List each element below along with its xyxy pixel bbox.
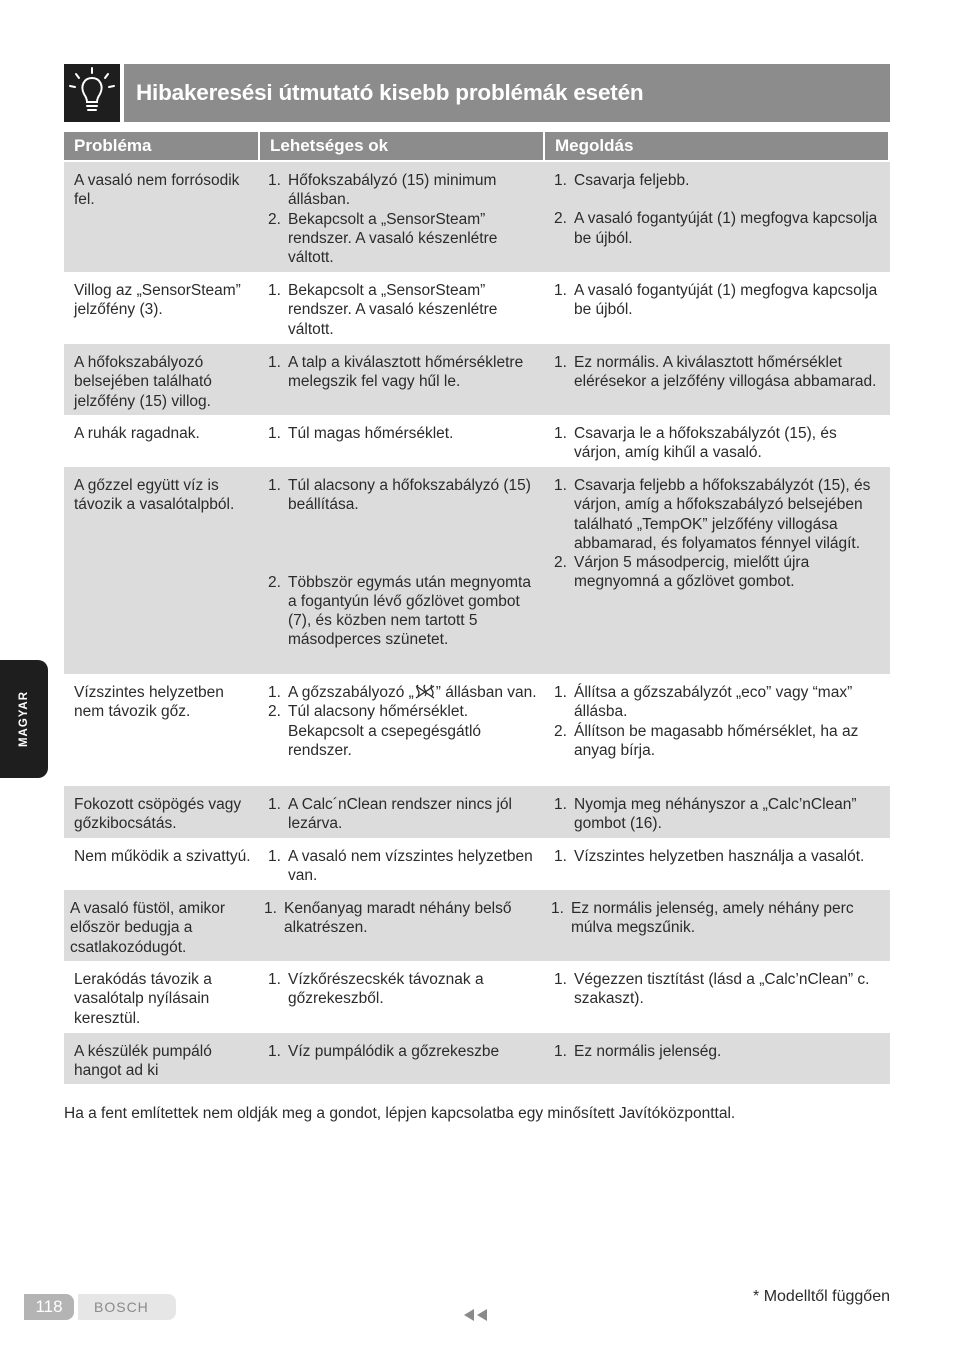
problem-cell: Vízszintes helyzetben nem távozik gőz. xyxy=(74,684,224,721)
solution-cell: 1. Ez normális. A kiválasztott hőmérséklet elérésekor a jelzőfény villogása abbamarad. xyxy=(554,354,877,391)
problem-cell: A vasaló füstöl, amikor először bedugja a csatlakozódugót. xyxy=(70,900,226,956)
cause-cell: 1. Túl magas hőmérséklet. xyxy=(268,425,454,442)
table-row xyxy=(64,162,890,272)
cause-cell: 1. Vízkőrészecskék távoznak a gőzrekeszből. xyxy=(268,971,484,1008)
column-header-problem: Probléma xyxy=(64,132,258,160)
problem-cell: A gőzzel együtt víz is távozik a vasalótalpból. xyxy=(74,477,235,514)
page-number: 118 xyxy=(24,1294,74,1320)
solution-cell: 1. Csavarja feljebb a hőfokszabályzót (15), és várjon, amíg a hőfokszabályzó belsejében található „TempOK” jelzőfény villogása abbamarad, és folyamatos fénnyel világít. 2. Várjon 5 másodpercig, mielőtt újra megnyomná a gőzlövet gombot. xyxy=(554,477,871,591)
cause-cell: 1. Víz pumpálódik a gőzrekeszbe xyxy=(268,1043,500,1060)
solution-cell: 1. Ez normális jelenség. xyxy=(554,1043,722,1060)
solution-cell: 1. A vasaló fogantyúját (1) megfogva kapcsolja be újból. xyxy=(554,282,878,319)
solution-cell: 1. Vízszintes helyzetben használja a vasalót. xyxy=(554,848,865,865)
table-row xyxy=(64,890,890,961)
solution-cell: 1. Nyomja meg néhányszor a „Calc’nClean” gombot (16). xyxy=(554,796,857,833)
cause-cell: 1. A vasaló nem vízszintes helyzetben van. xyxy=(268,848,533,885)
solution-cell: 1. Csavarja feljebb. 2. A vasaló fogantyúját (1) megfogva kapcsolja be újból. xyxy=(554,172,878,247)
column-header-cause: Lehetséges ok xyxy=(260,132,543,160)
problem-cell: Villog az „SensorSteam” jelzőfény (3). xyxy=(74,282,241,319)
problem-cell: Nem működik a szivattyú. xyxy=(74,848,251,865)
table-row xyxy=(64,344,890,415)
cause-cell: 1. A talp a kiválasztott hőmérsékletre melegszik fel vagy hűl le. xyxy=(268,354,524,391)
cause-cell: 1. A gőzszabályozó „ ” állásban van. 2. Túl alacsony hőmérséklet. Bekapcsolt a csepegésgátló rendszer. xyxy=(268,684,537,759)
cause-cell: 1. Kenőanyag maradt néhány belső alkatrészen. xyxy=(264,900,512,937)
problem-cell: A készülék pumpáló hangot ad ki xyxy=(74,1043,212,1080)
cause-cell: 1. A Calc´nClean rendszer nincs jól lezárva. xyxy=(268,796,512,833)
previous-page-icon[interactable] xyxy=(462,1308,490,1327)
solution-cell: 1. Csavarja le a hőfokszabályzót (15), és várjon, amíg kihűl a vasaló. xyxy=(554,425,837,462)
cause-cell: 1. Túl alacsony a hőfokszabályzó (15) beállítása. 2. Többször egymás után megnyomta a fogantyún lévő gőzlövet gombot (7), és közben nem tartott 5 másodperces szünetet. xyxy=(268,477,531,649)
problem-cell: A ruhák ragadnak. xyxy=(74,425,200,442)
table-row xyxy=(64,415,890,467)
problem-cell: Lerakódás távozik a vasalótalp nyílásain keresztül. xyxy=(74,971,212,1027)
lightbulb-icon xyxy=(64,64,120,122)
problem-cell: A vasaló nem forrósodik fel. xyxy=(74,172,240,209)
page-title: Hibakeresési útmutató kisebb problémák esetén xyxy=(136,80,644,105)
cause-cell: 1. Hőfokszabályzó (15) minimum állásban. 2. Bekapcsolt a „SensorSteam” rendszer. A vasaló készenlétre váltott. xyxy=(268,172,498,267)
table-row xyxy=(64,674,890,786)
table-row xyxy=(64,272,890,344)
brand-label: BOSCH xyxy=(78,1294,176,1320)
footer-note: Ha a fent említettek nem oldják meg a gondot, lépjen kapcsolatba egy minősített Javítóközponttal. xyxy=(64,1105,736,1122)
header-bar xyxy=(124,64,890,122)
table-row xyxy=(64,1033,890,1084)
language-tab xyxy=(0,660,48,778)
table-row xyxy=(64,786,890,838)
column-header-solution: Megoldás xyxy=(545,132,888,160)
problem-cell: A hőfokszabályozó belsejében található jelzőfény (15) villog. xyxy=(74,354,212,410)
solution-cell: 1. Állítsa a gőzszabályzót „eco” vagy “max” állásba. 2. Állítson be magasabb hőmérséklet, ha az anyag bírja. xyxy=(554,684,859,759)
table-row xyxy=(64,961,890,1033)
solution-cell: 1. Végezzen tisztítást (lásd a „Calc’nClean” c. szakaszt). xyxy=(554,971,870,1008)
table-row xyxy=(64,467,890,674)
problem-cell: Fokozott csöpögés vagy gőzkibocsátás. xyxy=(74,796,242,833)
language-tab-label: MAGYAR xyxy=(18,690,30,748)
solution-cell: 1. Ez normális jelenség, amely néhány perc múlva megszűnik. xyxy=(551,900,854,937)
no-steam-icon xyxy=(414,684,436,700)
table-row xyxy=(64,838,890,890)
model-note: * Modelltől függően xyxy=(753,1288,890,1305)
cause-cell: 1. Bekapcsolt a „SensorSteam” rendszer. A vasaló készenlétre váltott. xyxy=(268,282,498,338)
